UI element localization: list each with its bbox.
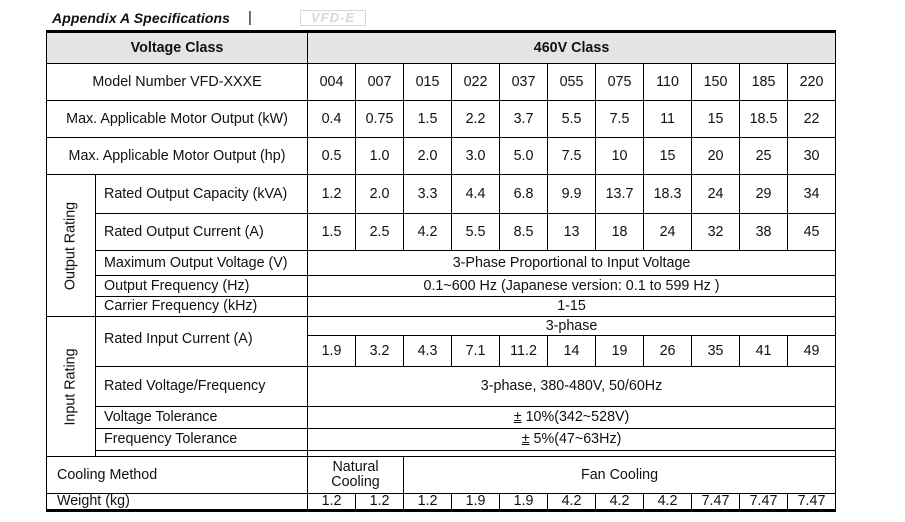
model-cell: 150 bbox=[692, 64, 740, 101]
weight-cell: 1.2 bbox=[308, 494, 356, 511]
output-capacity-label: Rated Output Capacity (kVA) bbox=[96, 175, 308, 214]
max-output-voltage-value: 3-Phase Proportional to Input Voltage bbox=[308, 251, 836, 276]
input-current-label bbox=[96, 317, 308, 367]
output-capacity-cell: 24 bbox=[692, 175, 740, 214]
output-rating-group bbox=[47, 175, 96, 317]
output-current-cell: 5.5 bbox=[452, 214, 500, 251]
output-capacity-row bbox=[47, 175, 836, 214]
motor-kw-label: Max. Applicable Motor Output (kW) bbox=[47, 101, 308, 138]
model-cell: 037 bbox=[500, 64, 548, 101]
output-capacity-cell: 13.7 bbox=[596, 175, 644, 214]
output-current-cell: 45 bbox=[788, 214, 836, 251]
model-cell: 185 bbox=[740, 64, 788, 101]
input-current-cell: 19 bbox=[596, 336, 644, 367]
motor-hp-cell: 2.0 bbox=[404, 138, 452, 175]
input-current-cell: 35 bbox=[692, 336, 740, 367]
voltage-tolerance-row bbox=[47, 407, 836, 429]
input-current-cell: 14 bbox=[548, 336, 596, 367]
carrier-frequency-value: 1-15 bbox=[308, 297, 836, 317]
weight-cell: 4.2 bbox=[644, 494, 692, 511]
output-current-cell: 32 bbox=[692, 214, 740, 251]
carrier-frequency-row bbox=[47, 297, 836, 317]
vfd-e-logo: VFD-E bbox=[300, 10, 366, 26]
frequency-tolerance-label: Frequency Tolerance bbox=[96, 429, 308, 451]
model-cell: 015 bbox=[404, 64, 452, 101]
output-capacity-cell: 3.3 bbox=[404, 175, 452, 214]
weight-cell: 7.47 bbox=[788, 494, 836, 511]
output-current-cell: 8.5 bbox=[500, 214, 548, 251]
output-current-cell: 1.5 bbox=[308, 214, 356, 251]
output-capacity-cell: 6.8 bbox=[500, 175, 548, 214]
input-current-cell: 26 bbox=[644, 336, 692, 367]
weight-row bbox=[47, 494, 836, 511]
input-current-label-text: Rated Input Current (A) bbox=[104, 331, 253, 347]
model-cell: 022 bbox=[452, 64, 500, 101]
output-current-cell: 13 bbox=[548, 214, 596, 251]
input-current-cell: 49 bbox=[788, 336, 836, 367]
motor-hp-cell: 3.0 bbox=[452, 138, 500, 175]
output-capacity-cell: 2.0 bbox=[356, 175, 404, 214]
frequency-tolerance-text: 5%(47~63Hz) bbox=[529, 431, 622, 447]
model-cell: 007 bbox=[356, 64, 404, 101]
weight-cell: 4.2 bbox=[596, 494, 644, 511]
output-current-cell: 18 bbox=[596, 214, 644, 251]
input-current-cell: 1.9 bbox=[308, 336, 356, 367]
motor-hp-cell: 5.0 bbox=[500, 138, 548, 175]
max-output-voltage-label: Maximum Output Voltage (V) bbox=[96, 251, 308, 276]
input-current-cell: 11.2 bbox=[500, 336, 548, 367]
motor-hp-label: Max. Applicable Motor Output (hp) bbox=[47, 138, 308, 175]
header-separator: | bbox=[248, 9, 252, 26]
motor-kw-cell: 1.5 bbox=[404, 101, 452, 138]
model-cell: 220 bbox=[788, 64, 836, 101]
weight-cell: 1.2 bbox=[404, 494, 452, 511]
motor-kw-cell: 11 bbox=[644, 101, 692, 138]
output-capacity-cell: 29 bbox=[740, 175, 788, 214]
input-current-cell: 3.2 bbox=[356, 336, 404, 367]
input-phase-value: 3-phase bbox=[308, 317, 836, 336]
output-current-cell: 38 bbox=[740, 214, 788, 251]
weight-cell: 7.47 bbox=[740, 494, 788, 511]
specifications-table bbox=[46, 30, 836, 512]
output-current-cell: 2.5 bbox=[356, 214, 404, 251]
frequency-tolerance-row bbox=[47, 429, 836, 451]
motor-hp-cell: 15 bbox=[644, 138, 692, 175]
model-cell: 055 bbox=[548, 64, 596, 101]
model-label: Model Number VFD-XXXE bbox=[47, 64, 308, 101]
weight-cell: 7.47 bbox=[692, 494, 740, 511]
cooling-fan-cell: Fan Cooling bbox=[404, 457, 836, 494]
output-current-cell: 24 bbox=[644, 214, 692, 251]
output-current-label: Rated Output Current (A) bbox=[96, 214, 308, 251]
cooling-natural-line2: Cooling bbox=[331, 474, 380, 490]
input-current-cell: 7.1 bbox=[452, 336, 500, 367]
voltage-class-row bbox=[47, 32, 836, 64]
model-cell: 075 bbox=[596, 64, 644, 101]
motor-kw-cell: 15 bbox=[692, 101, 740, 138]
motor-kw-cell: 0.75 bbox=[356, 101, 404, 138]
motor-kw-row bbox=[47, 101, 836, 138]
rated-voltage-frequency-label: Rated Voltage/Frequency bbox=[96, 367, 308, 407]
output-rating-label: Output Rating bbox=[62, 201, 79, 290]
rated-voltage-frequency-row bbox=[47, 367, 836, 407]
motor-hp-row bbox=[47, 138, 836, 175]
input-current-cell: 41 bbox=[740, 336, 788, 367]
cooling-natural-cell bbox=[308, 457, 404, 494]
input-rating-group bbox=[47, 317, 96, 457]
motor-kw-cell: 7.5 bbox=[596, 101, 644, 138]
weight-cell: 1.9 bbox=[500, 494, 548, 511]
rated-voltage-frequency-value: 3-phase, 380-480V, 50/60Hz bbox=[308, 367, 836, 407]
motor-kw-cell: 18.5 bbox=[740, 101, 788, 138]
voltage-class-label: Voltage Class bbox=[47, 32, 308, 64]
motor-kw-cell: 22 bbox=[788, 101, 836, 138]
plus-minus-symbol: ± bbox=[521, 431, 530, 447]
plus-minus-symbol: ± bbox=[513, 409, 522, 425]
motor-hp-cell: 1.0 bbox=[356, 138, 404, 175]
motor-hp-cell: 10 bbox=[596, 138, 644, 175]
frequency-tolerance-value bbox=[308, 429, 836, 451]
voltage-tolerance-value bbox=[308, 407, 836, 429]
page-title: Appendix A Specifications bbox=[52, 10, 231, 26]
output-capacity-cell: 4.4 bbox=[452, 175, 500, 214]
output-capacity-cell: 1.2 bbox=[308, 175, 356, 214]
input-rating-label: Input Rating bbox=[62, 347, 79, 426]
max-output-voltage-row bbox=[47, 251, 836, 276]
voltage-tolerance-text: 10%(342~528V) bbox=[521, 409, 630, 425]
motor-kw-cell: 5.5 bbox=[548, 101, 596, 138]
model-cell: 004 bbox=[308, 64, 356, 101]
output-frequency-label: Output Frequency (Hz) bbox=[96, 276, 308, 297]
motor-hp-cell: 25 bbox=[740, 138, 788, 175]
motor-hp-cell: 7.5 bbox=[548, 138, 596, 175]
model-cell: 110 bbox=[644, 64, 692, 101]
input-phase-row bbox=[47, 317, 836, 336]
cooling-method-row bbox=[47, 457, 836, 494]
motor-hp-cell: 0.5 bbox=[308, 138, 356, 175]
output-frequency-row bbox=[47, 276, 836, 297]
motor-kw-cell: 0.4 bbox=[308, 101, 356, 138]
output-frequency-value: 0.1~600 Hz (Japanese version: 0.1 to 599 Hz ) bbox=[308, 276, 836, 297]
carrier-frequency-label: Carrier Frequency (kHz) bbox=[96, 297, 308, 317]
input-current-cell: 4.3 bbox=[404, 336, 452, 367]
motor-kw-cell: 2.2 bbox=[452, 101, 500, 138]
cooling-natural-line1: Natural bbox=[332, 459, 379, 475]
weight-cell: 4.2 bbox=[548, 494, 596, 511]
output-current-row bbox=[47, 214, 836, 251]
weight-cell: 1.2 bbox=[356, 494, 404, 511]
output-capacity-cell: 9.9 bbox=[548, 175, 596, 214]
weight-label: Weight (kg) bbox=[47, 494, 308, 511]
output-current-cell: 4.2 bbox=[404, 214, 452, 251]
model-row bbox=[47, 64, 836, 101]
motor-hp-cell: 30 bbox=[788, 138, 836, 175]
voltage-class-value: 460V Class bbox=[308, 32, 836, 64]
motor-hp-cell: 20 bbox=[692, 138, 740, 175]
weight-cell: 1.9 bbox=[452, 494, 500, 511]
cooling-method-label: Cooling Method bbox=[47, 457, 308, 494]
output-capacity-cell: 34 bbox=[788, 175, 836, 214]
motor-kw-cell: 3.7 bbox=[500, 101, 548, 138]
output-capacity-cell: 18.3 bbox=[644, 175, 692, 214]
voltage-tolerance-label: Voltage Tolerance bbox=[96, 407, 308, 429]
